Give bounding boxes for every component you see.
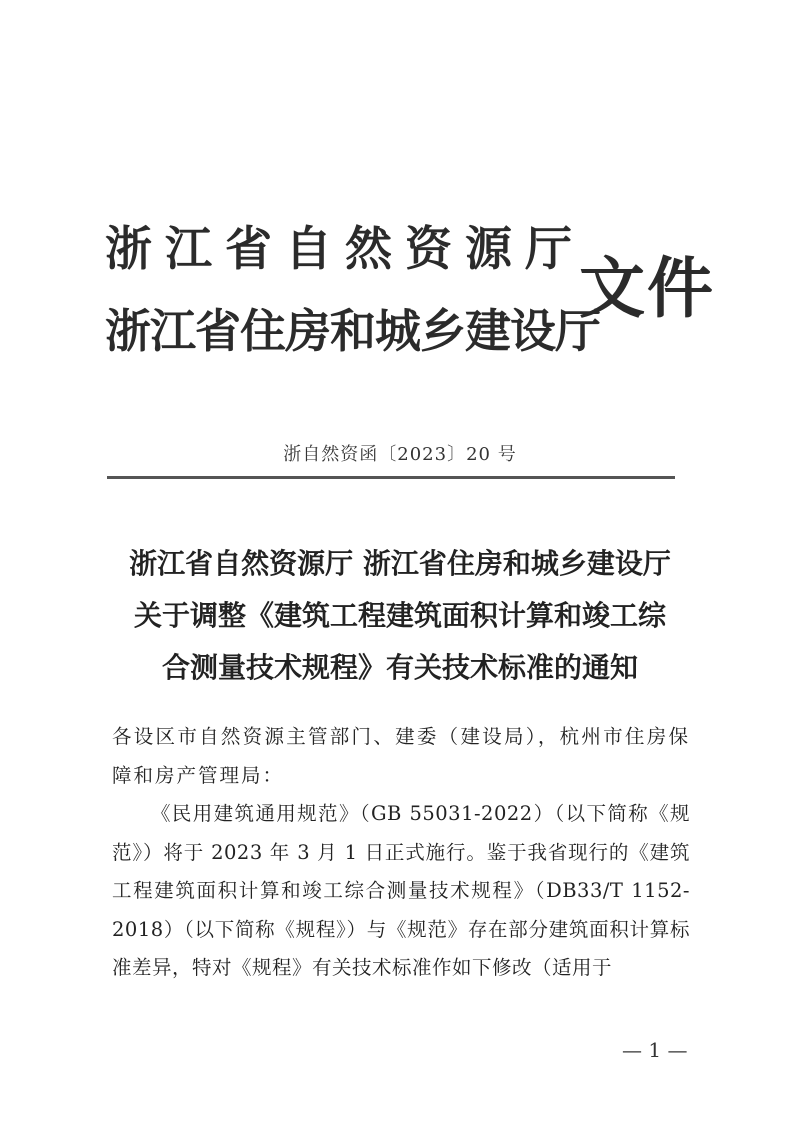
document-title [100, 538, 700, 694]
header-divider [107, 476, 675, 479]
title-line: 浙江省自然资源厅 浙江省住房和城乡建设厅 [129, 547, 671, 580]
document-type-label: 文件 [579, 250, 715, 327]
document-number: 浙自然资函〔2023〕20 号 [283, 444, 517, 465]
issuer-housing-construction: 浙江省住房和城乡建设厅 [105, 304, 600, 358]
body-paragraph: 《民用建筑通用规范》（GB 55031-2022）（以下简称《规范》）将于 2023 年 3 月 1 日正式施行。鉴于我省现行的《建筑工程建筑面积计算和竣工综合测量技术规程》（DB33/T 1152-2018）（以下简称《规程》）与《规范》存在部分建筑面积计算标准差异，特对《规程》有关技术标准作如下修改（适用于 [112, 802, 690, 979]
title-line: 合测量技术规程》有关技术标准的通知 [161, 651, 638, 684]
issuer-natural-resources: 浙江省自然资源厅 [105, 222, 585, 277]
title-line: 关于调整《建筑工程建筑面积计算和竣工综 [133, 599, 666, 632]
document-body [112, 718, 690, 988]
page-number: — 1 — [622, 1038, 688, 1062]
salutation: 各设区市自然资源主管部门、建委（建设局），杭州市住房保障和房产管理局： [112, 725, 690, 787]
document-header [105, 214, 715, 384]
